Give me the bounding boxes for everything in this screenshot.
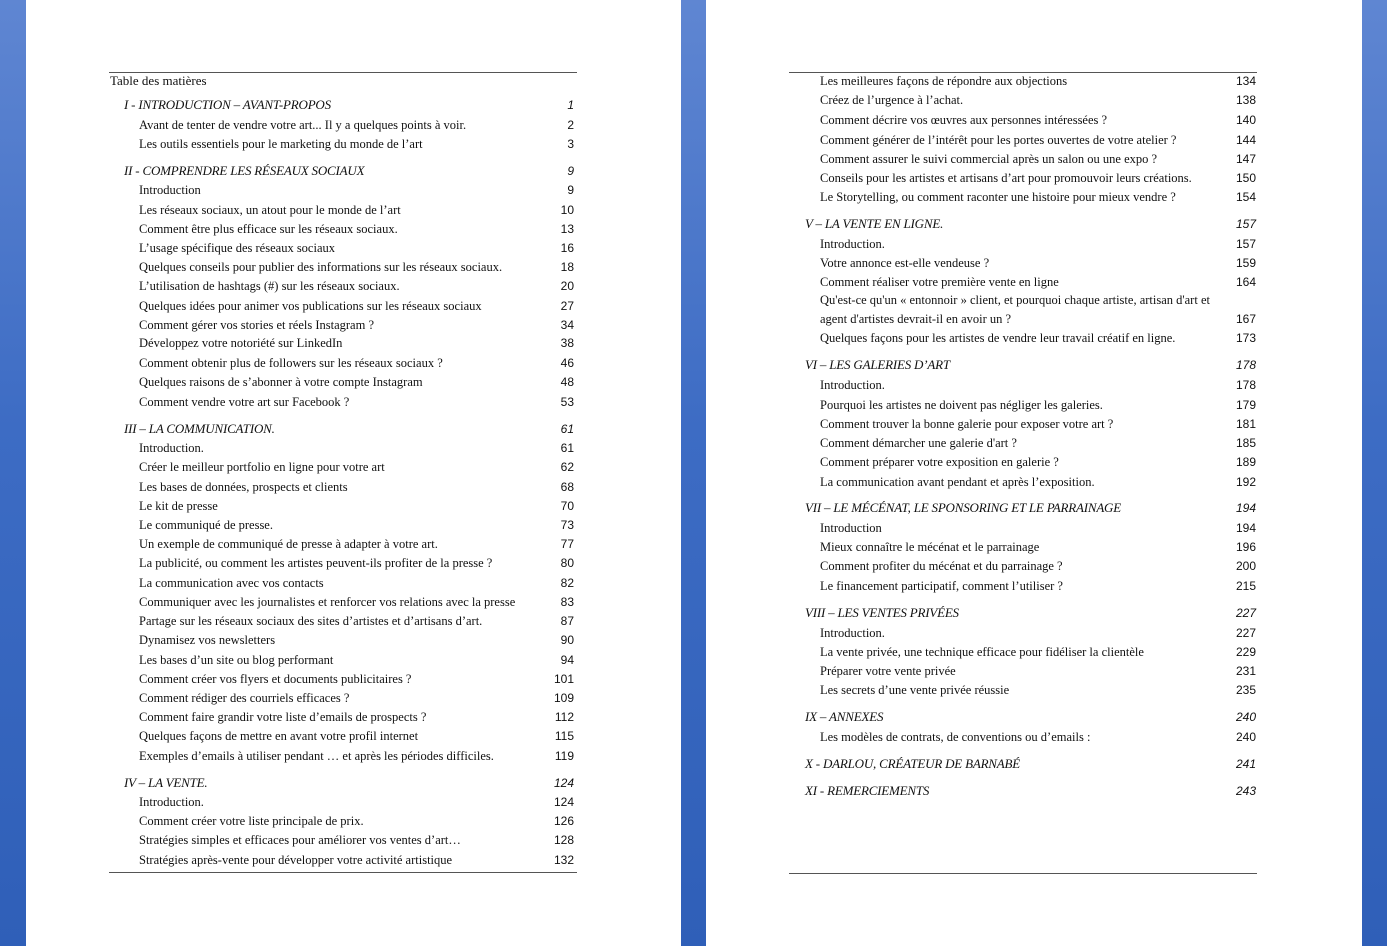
- toc-entry-text: Les meilleures façons de répondre aux objections: [820, 74, 1068, 88]
- toc-entry: [139, 458, 574, 476]
- toc-entry-text: Introduction.: [820, 626, 885, 640]
- toc-entry: [139, 831, 574, 849]
- toc-entry-text: Comment générer de l’intérêt pour les portes ouvertes de votre atelier ?: [820, 133, 1177, 147]
- toc-entry-text: Comment faire grandir votre liste d’emails de prospects ?: [139, 710, 427, 724]
- toc-entry-text: Partage sur les réseaux sociaux des sites d’artistes et d’artisans d’art.: [139, 614, 483, 628]
- toc-entry-text: Comment gérer vos stories et réels Instagram ?: [139, 318, 374, 332]
- toc-entry-page-number: 194: [1235, 521, 1256, 535]
- toc-entry-page-number: 185: [1235, 436, 1256, 450]
- toc-entry: [139, 201, 574, 219]
- toc-entry: [139, 239, 574, 257]
- toc-entry: [139, 373, 574, 391]
- toc-entry-text: Les réseaux sociaux, un atout pour le monde de l’art: [139, 203, 401, 217]
- toc-entry-page-number: 192: [1235, 475, 1256, 489]
- toc-entry-page-number: 147: [1235, 152, 1256, 166]
- toc-entry: [139, 708, 574, 726]
- toc-entry: [139, 727, 574, 745]
- toc-entry-text: L’utilisation de hashtags (#) sur les réseaux sociaux.: [139, 279, 400, 293]
- toc-entry: [139, 181, 574, 199]
- toc-entry-text: Comment préparer votre exposition en galerie ?: [820, 455, 1059, 469]
- toc-entry: [820, 376, 1256, 394]
- toc-entry-text: Quelques façons pour les artistes de vendre leur travail créatif en ligne.: [820, 331, 1176, 345]
- toc-heading: [124, 774, 574, 792]
- toc-entry-text: Le financement participatif, comment l’utiliser ?: [820, 579, 1063, 593]
- toc-heading: [805, 215, 1256, 233]
- toc-entry-text: Comment créer votre liste principale de prix.: [139, 814, 364, 828]
- toc-entry: [139, 631, 574, 649]
- toc-entry: [139, 747, 574, 765]
- toc-heading: [805, 604, 1256, 622]
- toc-entry-page-number: 3: [567, 137, 574, 151]
- toc-heading: [805, 782, 1256, 800]
- toc-heading: [805, 755, 1256, 773]
- toc-entry: [139, 316, 574, 334]
- toc-entry: [139, 612, 574, 630]
- toc-entry-page-number: 9: [567, 164, 574, 178]
- toc-entry: [139, 574, 574, 592]
- toc-entry-page-number: 140: [1235, 113, 1256, 127]
- toc-entry-page-number: 157: [1235, 217, 1256, 231]
- toc-entry-page-number: 231: [1235, 664, 1256, 678]
- toc-entry-page-number: 46: [560, 356, 574, 370]
- toc-entry-page-number: 90: [560, 633, 574, 647]
- toc-entry: [139, 439, 574, 457]
- toc-entry-page-number: 235: [1235, 683, 1256, 697]
- toc-entry-page-number: 48: [560, 375, 574, 389]
- toc-heading: [124, 420, 574, 438]
- toc-heading: [805, 708, 1256, 726]
- toc-entry-page-number: 189: [1235, 455, 1256, 469]
- toc-entry-page-number: 240: [1235, 710, 1256, 724]
- toc-entry-text: Comment démarcher une galerie d'art ?: [820, 436, 1017, 450]
- toc-entry-text: Comment rédiger des courriels efficaces ?: [139, 691, 350, 705]
- toc-entry-text: Votre annonce est-elle vendeuse ?: [820, 256, 990, 270]
- toc-entry: [139, 651, 574, 669]
- toc-entry-text: Développez votre notoriété sur LinkedIn: [139, 336, 343, 350]
- toc-entry-text: Les outils essentiels pour le marketing du monde de l’art: [139, 137, 423, 151]
- toc-entry-page-number: 215: [1235, 579, 1256, 593]
- toc-entry: [820, 519, 1256, 537]
- toc-entry: [820, 396, 1256, 414]
- toc-entry: [820, 453, 1256, 471]
- toc-entry-page-number: 196: [1235, 540, 1256, 554]
- toc-entry-text: Introduction: [820, 521, 882, 535]
- toc-entry-text: I - INTRODUCTION – AVANT-PROPOS: [124, 97, 331, 112]
- toc-entry: [820, 72, 1256, 90]
- toc-entry: [820, 577, 1256, 595]
- toc-entry: [139, 516, 574, 534]
- toc-entry-page-number: 94: [560, 653, 574, 667]
- toc-entry-text: Les bases d’un site ou blog performant: [139, 653, 334, 667]
- toc-entry-text: Quelques façons de mettre en avant votre profil internet: [139, 729, 419, 743]
- toc-entry-page-number: 61: [560, 422, 574, 436]
- toc-entry-text: Communiquer avec les journalistes et renforcer vos relations avec la presse: [139, 595, 516, 609]
- toc-entry: [820, 557, 1256, 575]
- toc-entry-text: Les modèles de contrats, de conventions ou d’emails :: [820, 730, 1091, 744]
- toc-entry: [820, 235, 1256, 253]
- toc-entry: [139, 220, 574, 238]
- toc-entry-text: Comment obtenir plus de followers sur les réseaux sociaux ?: [139, 356, 443, 370]
- toc-entry-page-number: 126: [553, 814, 574, 828]
- toc-entry: [139, 297, 574, 315]
- toc-entry-text: Conseils pour les artistes et artisans d’art pour promouvoir leurs créations.: [820, 171, 1192, 185]
- toc-entry-text: Introduction.: [139, 795, 204, 809]
- toc-entry: [820, 538, 1256, 556]
- toc-entry-text: Comment trouver la bonne galerie pour exposer votre art ?: [820, 417, 1114, 431]
- toc-entry-page-number: 178: [1235, 378, 1256, 392]
- toc-entry-text: Le kit de presse: [139, 499, 218, 513]
- toc-entry-page-number: 62: [560, 460, 574, 474]
- toc-entry-page-number: 200: [1235, 559, 1256, 573]
- toc-entry-page-number: 1: [567, 98, 574, 112]
- toc-entry-text: Les secrets d’une vente privée réussie: [820, 683, 1010, 697]
- toc-entry-page-number: 119: [554, 749, 574, 763]
- right-page: [706, 0, 1362, 946]
- toc-entry: [820, 111, 1256, 129]
- toc-entry: [820, 150, 1256, 168]
- toc-entry-page-number: 115: [554, 729, 574, 743]
- toc-entry: [139, 554, 574, 572]
- toc-entry-text: VII – LE MÉCÉNAT, LE SPONSORING ET LE PARRAINAGE: [805, 500, 1121, 515]
- toc-entry-page-number: 124: [553, 776, 574, 790]
- toc-entry: [139, 393, 574, 411]
- toc-entry-text: Créez de l’urgence à l’achat.: [820, 93, 964, 107]
- toc-entry: [820, 169, 1256, 187]
- toc-entry-page-number: 2: [567, 118, 574, 132]
- toc-title: Table des matières: [110, 73, 207, 88]
- toc-entry-page-number: 80: [560, 556, 574, 570]
- toc-entry-page-number: 128: [553, 833, 574, 847]
- toc-heading: [124, 96, 574, 114]
- toc-entry-page-number: 134: [1235, 74, 1256, 88]
- toc-entry-page-number: 144: [1235, 133, 1256, 147]
- toc-entry: [820, 662, 1256, 680]
- toc-entry-text: L’usage spécifique des réseaux sociaux: [139, 241, 335, 255]
- toc-entry-page-number: 164: [1235, 275, 1256, 289]
- toc-heading: [805, 356, 1256, 374]
- toc-entry: [820, 254, 1256, 272]
- left-page: [26, 0, 681, 946]
- toc-entry-text: Quelques idées pour animer vos publications sur les réseaux sociaux: [139, 299, 482, 313]
- toc-entry: [139, 478, 574, 496]
- toc-entry-page-number: 124: [553, 795, 574, 809]
- toc-entry: [820, 624, 1256, 642]
- toc-entry-page-number: 9: [567, 183, 574, 197]
- toc-entry: [139, 497, 574, 515]
- toc-entry-text: Quelques conseils pour publier des informations sur les réseaux sociaux.: [139, 260, 503, 274]
- toc-entry-text: Comment être plus efficace sur les réseaux sociaux.: [139, 222, 398, 236]
- toc-entry-text: Qu'est-ce qu'un « entonnoir » client, et pourquoi chaque artiste, artisan d'art et agent d'artistes devrait-il en avoir un ?: [820, 293, 1210, 326]
- toc-entry: [820, 329, 1256, 347]
- toc-entry-page-number: 61: [560, 441, 574, 455]
- toc-entry-text: Comment réaliser votre première vente en ligne: [820, 275, 1059, 289]
- toc-entry-text: Mieux connaître le mécénat et le parrainage: [820, 540, 1040, 554]
- toc-entry-text: Le Storytelling, ou comment raconter une histoire pour mieux vendre ?: [820, 190, 1176, 204]
- toc-entry-text: Le communiqué de presse.: [139, 518, 273, 532]
- toc-entry-page-number: 154: [1235, 190, 1256, 204]
- toc-entry: [820, 473, 1256, 491]
- toc-entry-page-number: 229: [1235, 645, 1256, 659]
- toc-entry-text: Avant de tenter de vendre votre art... Il y a quelques points à voir.: [139, 118, 467, 132]
- toc-entry-text: Pourquoi les artistes ne doivent pas négliger les galeries.: [820, 398, 1103, 412]
- toc-entry: [139, 851, 574, 869]
- toc-entry-text: IX – ANNEXES: [805, 709, 884, 724]
- toc-entry-page-number: 179: [1235, 398, 1256, 412]
- toc-entry: [139, 334, 574, 352]
- toc-entry: [139, 793, 574, 811]
- toc-entry: [139, 258, 574, 276]
- toc-entry-text: Comment créer vos flyers et documents publicitaires ?: [139, 672, 412, 686]
- toc-entry: [820, 643, 1256, 661]
- toc-entry: [139, 354, 574, 372]
- toc-entry-text: La vente privée, une technique efficace pour fidéliser la clientèle: [820, 645, 1144, 659]
- toc-entry-page-number: 101: [553, 672, 574, 686]
- toc-entry-text: Comment assurer le suivi commercial après un salon ou une expo ?: [820, 152, 1158, 166]
- toc-entry-text: Quelques raisons de s’abonner à votre compte Instagram: [139, 375, 423, 389]
- toc-entry-page-number: 83: [560, 595, 574, 609]
- toc-entry-text: X - DARLOU, CRÉATEUR DE BARNABÉ: [805, 756, 1021, 771]
- toc-entry: [139, 670, 574, 688]
- toc-entry-page-number: 167: [1235, 312, 1256, 326]
- toc-entry-page-number: 109: [553, 691, 574, 705]
- toc-entry-text: Les bases de données, prospects et clients: [139, 480, 348, 494]
- toc-entry: [820, 728, 1256, 746]
- toc-entry: [139, 116, 574, 134]
- toc-entry-page-number: 181: [1235, 417, 1256, 431]
- toc-entry-page-number: 77: [560, 537, 574, 551]
- toc-entry-page-number: 150: [1235, 171, 1256, 185]
- toc-entry-text: V – LA VENTE EN LIGNE.: [805, 216, 944, 231]
- toc-entry-text: Dynamisez vos newsletters: [139, 633, 276, 647]
- toc-entry-page-number: 159: [1235, 256, 1256, 270]
- toc-entry-page-number: 194: [1235, 501, 1256, 515]
- toc-entry-page-number: 20: [560, 279, 574, 293]
- toc-entry-page-number: 68: [560, 480, 574, 494]
- toc-entry-text: II - COMPRENDRE LES RÉSEAUX SOCIAUX: [124, 163, 365, 178]
- toc-entry-page-number: 53: [560, 395, 574, 409]
- toc-entry-text: Préparer votre vente privée: [820, 664, 956, 678]
- toc-entry: [139, 593, 574, 611]
- toc-entry: [820, 415, 1256, 433]
- toc-entry-page-number: 138: [1235, 93, 1256, 107]
- toc-entry: [820, 434, 1256, 452]
- toc-entry-text: Exemples d’emails à utiliser pendant … et après les périodes difficiles.: [139, 749, 494, 763]
- toc-entry: [820, 188, 1256, 206]
- toc-entry: [139, 135, 574, 153]
- toc-entry-text: Introduction: [139, 183, 201, 197]
- toc-entry-text: VI – LES GALERIES D’ART: [805, 357, 950, 372]
- toc-entry-text: Créer le meilleur portfolio en ligne pour votre art: [139, 460, 385, 474]
- toc-entry-text: Comment vendre votre art sur Facebook ?: [139, 395, 350, 409]
- toc-entry-page-number: 70: [560, 499, 574, 513]
- toc-entry-text: IV – LA VENTE.: [124, 775, 208, 790]
- toc-heading: [805, 499, 1256, 517]
- toc-entry-page-number: 173: [1235, 331, 1256, 345]
- toc-entry: [139, 277, 574, 295]
- toc-entry-text: Stratégies simples et efficaces pour améliorer vos ventes d’art…: [139, 833, 461, 847]
- toc-entry-text: Introduction.: [820, 378, 885, 392]
- toc-entry-text: Un exemple de communiqué de presse à adapter à votre art.: [139, 537, 438, 551]
- toc-entry-page-number: 227: [1235, 606, 1256, 620]
- toc-entry-text: La communication avec vos contacts: [139, 576, 324, 590]
- toc-entry-page-number: 132: [553, 853, 574, 867]
- toc-entry-text: Comment décrire vos œuvres aux personnes intéressées ?: [820, 113, 1108, 127]
- toc-entry-text: Comment profiter du mécénat et du parrainage ?: [820, 559, 1063, 573]
- toc-entry: [139, 689, 574, 707]
- toc-entry-page-number: 13: [560, 222, 574, 236]
- toc-entry-text: La publicité, ou comment les artistes peuvent-ils profiter de la presse ?: [139, 556, 493, 570]
- toc-entry: [820, 681, 1256, 699]
- bottom-rule: [789, 873, 1257, 874]
- toc-entry-page-number: 227: [1235, 626, 1256, 640]
- toc-entry-page-number: 38: [560, 336, 574, 350]
- toc-entry-page-number: 87: [560, 614, 574, 628]
- toc-entry-page-number: 10: [560, 203, 574, 217]
- bottom-rule: [109, 872, 577, 873]
- toc-entry-text: La communication avant pendant et après l’exposition.: [820, 475, 1095, 489]
- toc-entry: [139, 535, 574, 553]
- toc-entry-text: Introduction.: [820, 237, 885, 251]
- toc-entry: [820, 91, 1256, 109]
- toc-entry-page-number: 243: [1235, 784, 1256, 798]
- toc-entry-text: Stratégies après-vente pour développer votre activité artistique: [139, 853, 453, 867]
- toc-entry-page-number: 241: [1235, 757, 1256, 771]
- toc-entry: [820, 131, 1256, 149]
- toc-entry-page-number: 178: [1235, 358, 1256, 372]
- toc-entry-page-number: 112: [554, 710, 574, 724]
- toc-entry-page-number: 73: [560, 518, 574, 532]
- toc-entry: [820, 273, 1256, 291]
- toc-entry-page-number: 27: [560, 299, 574, 313]
- toc-heading: [124, 162, 574, 180]
- toc-entry-page-number: 157: [1235, 237, 1256, 251]
- toc-entry: [820, 291, 1256, 329]
- toc-entry-page-number: 82: [560, 576, 574, 590]
- toc-entry-page-number: 18: [560, 260, 574, 274]
- toc-entry-text: Introduction.: [139, 441, 204, 455]
- toc-entry: [139, 812, 574, 830]
- toc-entry-text: XI - REMERCIEMENTS: [805, 783, 930, 798]
- toc-entry-page-number: 16: [560, 241, 574, 255]
- toc-entry-page-number: 34: [560, 318, 574, 332]
- toc-entry-text: III – LA COMMUNICATION.: [124, 421, 275, 436]
- toc-entry-text: VIII – LES VENTES PRIVÉES: [805, 605, 959, 620]
- toc-entry-page-number: 240: [1235, 730, 1256, 744]
